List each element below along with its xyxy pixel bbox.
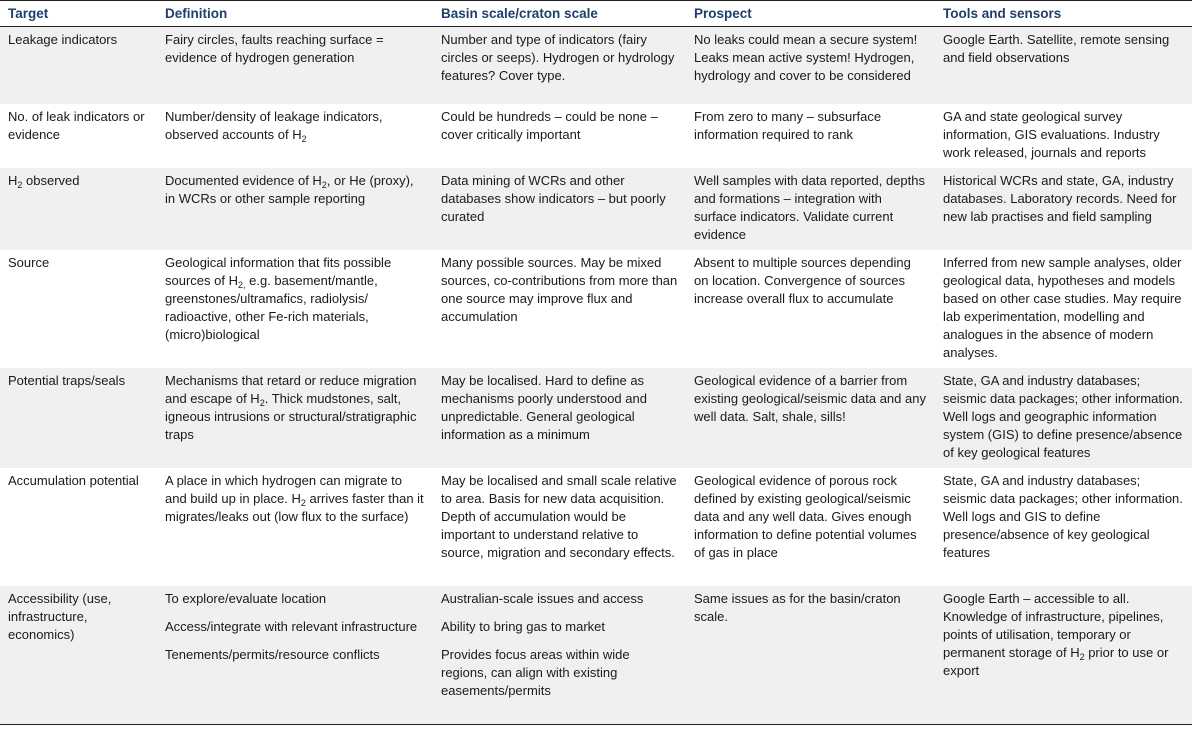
table-row: [0, 27, 1192, 104]
cell-paragraph: Same issues as for the basin/craton scale.: [694, 590, 901, 624]
cell-tools-and-sensors: [935, 586, 1192, 725]
cell-paragraph: Provides focus areas within wide regions, can align with existing easements/permits: [441, 646, 630, 698]
cell-prospect: [686, 368, 935, 468]
cell-paragraph: Access/integrate with relevant infrastructure: [165, 618, 418, 634]
header-tools-and-sensors: Tools and sensors: [943, 6, 1062, 21]
cell-paragraph: May be localised. Hard to define as mechanisms poorly understood and unpredictable. General geological information as a minimum: [441, 372, 647, 442]
header-prospect: Prospect: [694, 6, 752, 21]
cell-paragraph: Geological evidence of porous rock defined by existing geological/seismic data and any well data. Gives enough information to define potential volumes of gas in place: [694, 472, 917, 560]
cell-paragraph: Ability to bring gas to market: [441, 618, 606, 634]
cell-definition: [157, 368, 433, 468]
cell-basin-scale: [433, 250, 686, 368]
cell-paragraph: Number/density of leakage indicators, observed accounts of $H_2$: [165, 108, 383, 144]
cell-paragraph: Number and type of indicators (fairy circles or seeps). Hydrogen or hydrology features? Cover type.: [441, 32, 675, 83]
cell-text: Leakage indicators: [8, 32, 118, 47]
cell-paragraph: Fairy circles, faults reaching surface = evidence of hydrogen generation: [165, 32, 384, 65]
cell-prospect: [686, 586, 935, 725]
cell-basin-scale: [433, 368, 686, 468]
cell-target: [0, 368, 157, 468]
table-row: [0, 104, 1192, 168]
cell-definition: [157, 27, 433, 104]
cell-tools-and-sensors: [935, 250, 1192, 368]
cell-text: Potential traps/seals: [8, 372, 126, 388]
cell-paragraph: Geological information that fits possible sources of $H_{2,}$ e.g. basement/mantle, greenstones/ultramafics, radiolysis/ radioactive, other Fe-rich materials, (micro)biological: [165, 254, 392, 342]
cell-paragraph: Could be hundreds – could be none – cover critically important: [441, 108, 658, 142]
cell-text: $H_2$ observed: [8, 172, 80, 190]
cell-target: [0, 586, 157, 725]
cell-tools-and-sensors: [935, 468, 1192, 586]
cell-target: [0, 250, 157, 368]
cell-definition: [157, 250, 433, 368]
cell-tools-and-sensors: [935, 27, 1192, 104]
table-row: [0, 168, 1192, 250]
cell-paragraph: Data mining of WCRs and other databases show indicators – but poorly curated: [441, 172, 666, 224]
cell-prospect: [686, 104, 935, 168]
cell-paragraph: A place in which hydrogen can migrate to and build up in place. $H_2$ arrives faster than it migrates/leaks out (low flux to the surface): [165, 472, 424, 524]
cell-paragraph: Well samples with data reported, depths and formations – integration with surface indicators. Validate current evidence: [694, 172, 925, 242]
cell-basin-scale: [433, 27, 686, 104]
cell-paragraph: No leaks could mean a secure system! Leaks mean active system! Hydrogen, hydrology and cover to be considered: [694, 32, 918, 83]
cell-paragraph: Historical WCRs and state, GA, industry databases. Laboratory records. Need for new lab practises and field sampling: [943, 172, 1177, 224]
header-basin-scale: Basin scale/craton scale: [441, 6, 598, 21]
cell-text: Accumulation potential: [8, 472, 139, 488]
cell-prospect: [686, 250, 935, 368]
cell-paragraph: Documented evidence of $H_2$, or He (proxy), in WCRs or other sample reporting: [165, 172, 414, 206]
cell-basin-scale: [433, 586, 686, 725]
cell-paragraph: Tenements/permits/resource conflicts: [165, 646, 380, 662]
cell-paragraph: From zero to many – subsurface information required to rank: [694, 108, 882, 142]
table-row: [0, 468, 1192, 586]
cell-definition: [157, 168, 433, 250]
cell-text: No. of leak indicators or evidence: [8, 108, 145, 142]
cell-prospect: [686, 168, 935, 250]
cell-paragraph: GA and state geological survey information, GIS evaluations. Industry work released, journals and reports: [943, 108, 1160, 160]
table-row: [0, 586, 1192, 725]
cell-tools-and-sensors: [935, 368, 1192, 468]
cell-prospect: [686, 27, 935, 104]
cell-paragraph: Google Earth – accessible to all. Knowledge of infrastructure, pipelines, points of utilisation, temporary or permanent storage of $H_2$ prior to use or export: [943, 590, 1169, 678]
cell-target: [0, 168, 157, 250]
cell-paragraph: Australian-scale issues and access: [441, 590, 644, 606]
cell-text: Source: [8, 254, 50, 270]
cell-paragraph: Mechanisms that retard or reduce migration and escape of $H_2$. Thick mudstones, salt, igneous intrusions or structural/stratigraphic traps: [165, 372, 417, 442]
table-row: [0, 250, 1192, 368]
cell-paragraph: State, GA and industry databases; seismic data packages; other information. Well logs and GIS to define presence/absence of key geological features: [943, 472, 1183, 560]
cell-basin-scale: [433, 468, 686, 586]
cell-paragraph: State, GA and industry databases; seismic data packages; other information. Well logs and geographic information system (GIS) to define presence/absence of key geological features: [943, 372, 1183, 460]
cell-definition: [157, 104, 433, 168]
cell-paragraph: Geological evidence of a barrier from existing geological/seismic data and any well data. Salt, shale, sills!: [694, 372, 926, 424]
cell-paragraph: Google Earth. Satellite, remote sensing and field observations: [943, 32, 1170, 65]
cell-target: [0, 27, 157, 104]
cell-basin-scale: [433, 168, 686, 250]
cell-text: Accessibility (use, infrastructure, economics): [8, 590, 112, 642]
cell-tools-and-sensors: [935, 168, 1192, 250]
cell-paragraph: May be localised and small scale relative to area. Basis for new data acquisition. Depth of accumulation would be important to understand relative to source, migration and secondary effects.: [441, 472, 677, 560]
cell-paragraph: Inferred from new sample analyses, older geological data, hypotheses and models based on other case studies. May require lab experimentation, modelling and analogues in the absence of modern analyses.: [943, 254, 1182, 360]
cell-target: [0, 104, 157, 168]
table-header-row: [0, 1, 1192, 27]
cell-prospect: [686, 468, 935, 586]
table-row: [0, 368, 1192, 468]
cell-paragraph: Many possible sources. May be mixed sources, co-contributions from more than one source may improve flux and accumulation: [441, 254, 678, 324]
cell-paragraph: Absent to multiple sources depending on location. Convergence of sources increase overall flux to accumulate: [694, 254, 911, 306]
cell-paragraph: To explore/evaluate location: [165, 590, 327, 606]
cell-definition: [157, 586, 433, 725]
cell-basin-scale: [433, 104, 686, 168]
cell-tools-and-sensors: [935, 104, 1192, 168]
header-target: Target: [8, 6, 49, 21]
cell-definition: [157, 468, 433, 586]
cell-target: [0, 468, 157, 586]
header-definition: Definition: [165, 6, 228, 21]
